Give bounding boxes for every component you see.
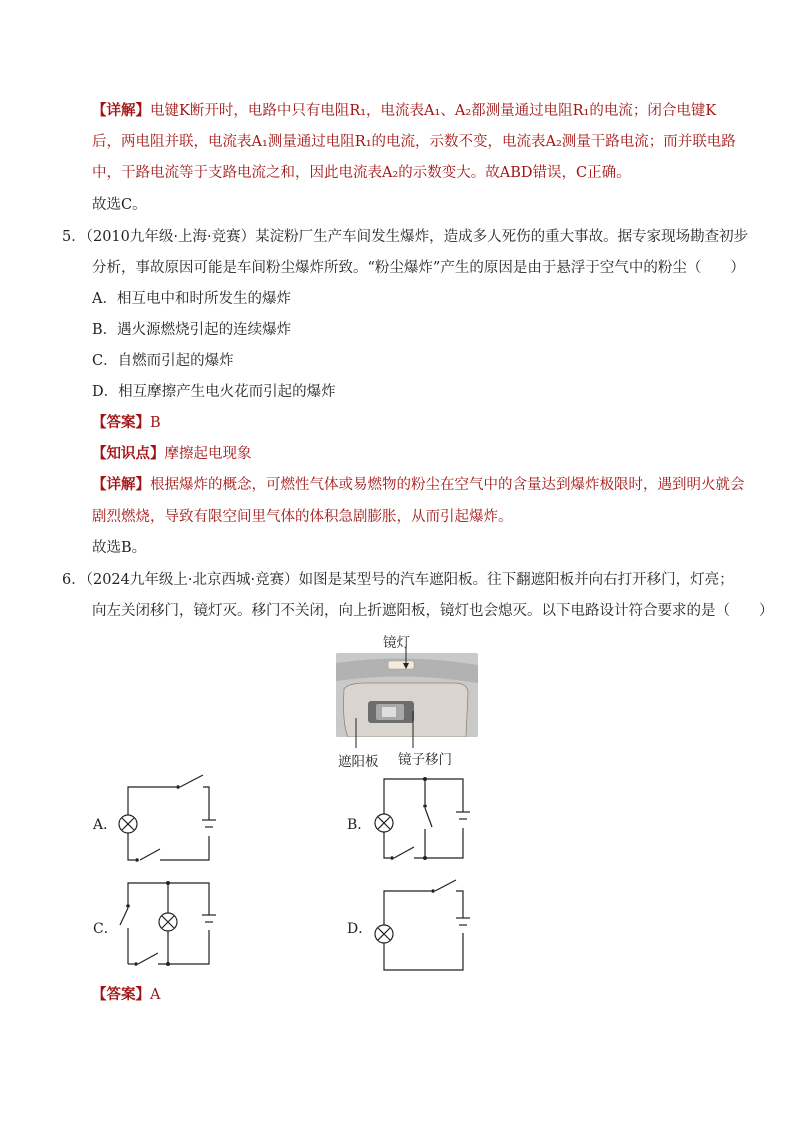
q6-answer [92, 985, 160, 1005]
q5-option-c: C．自燃而引起的爆炸 [92, 353, 234, 369]
q5-final: 故选B。 [92, 540, 147, 556]
q5-option-d: D．相互摩擦产生电火花而引起的爆炸 [92, 384, 336, 400]
answer-tag: 【答案】 [92, 986, 150, 1003]
photo-label-visor: 遮阳板 [338, 754, 379, 770]
knowledge-tag: 【知识点】 [92, 445, 165, 462]
q5-stem-line-1: 5．（2010九年级·上海·竞赛）某淀粉厂生产车间发生爆炸，造成多人死伤的重大事故。据专家现场勘查初步 [62, 229, 749, 245]
circuit-option-d-label: D． [347, 921, 373, 937]
answer-tag: 【答案】 [92, 414, 150, 431]
circuit-option-c-label: C． [93, 921, 118, 937]
q4-final: 故选C。 [92, 197, 147, 213]
answer-value: A [150, 987, 161, 1003]
q4-detail-line-2: 后，两电阻并联，电流表A₁测量通过电阻R₁的电流，示数不变，电流表A₂测量干路电流；而并联电路 [92, 134, 736, 150]
detail-text: 电键K断开时，电路中只有电阻R₁，电流表A₁、A₂都测量通过电阻R₁的电流；闭合电键K [150, 103, 717, 119]
answer-value: B [150, 415, 161, 431]
q5-stem-line-2: 分析，事故原因可能是车间粉尘爆炸所致。“粉尘爆炸”产生的原因是由于悬浮于空气中的粉尘（ ） [92, 260, 745, 276]
photo-label-lamp: 镜灯 [383, 635, 410, 651]
circuit-option-a-label: A． [93, 817, 118, 833]
detail-tag: 【详解】 [92, 102, 150, 119]
q5-detail-line-2: 剧烈燃烧，导致有限空间里气体的体积急剧膨胀，从而引起爆炸。 [92, 509, 513, 525]
knowledge-value: 摩擦起电现象 [164, 446, 252, 462]
q6-stem-line-2: 向左关闭移门，镜灯灭。移门不关闭，向上折遮阳板，镜灯也会熄灭。以下电路设计符合要求的是（ ） [92, 603, 774, 619]
q4-detail-line-3: 中，干路电流等于支路电流之和，因此电流表A₂的示数变大。故ABD错误，C正确。 [92, 165, 631, 181]
circuit-option-b-label: B． [347, 817, 372, 833]
photo-label-mirror-door: 镜子移门 [398, 752, 452, 768]
detail-tag: 【详解】 [92, 476, 150, 493]
q5-option-a: A．相互电中和时所发生的爆炸 [92, 291, 291, 307]
q6-stem-line-1: 6．（2024九年级上·北京西城·竞赛）如图是某型号的汽车遮阳板。往下翻遮阳板并向右打开移门，灯亮； [62, 572, 734, 588]
detail-text: 根据爆炸的概念，可燃性气体或易燃物的粉尘在空气中的含量达到爆炸极限时，遇到明火就会 [150, 477, 745, 493]
q5-option-b: B．遇火源燃烧引起的连续爆炸 [92, 322, 292, 338]
